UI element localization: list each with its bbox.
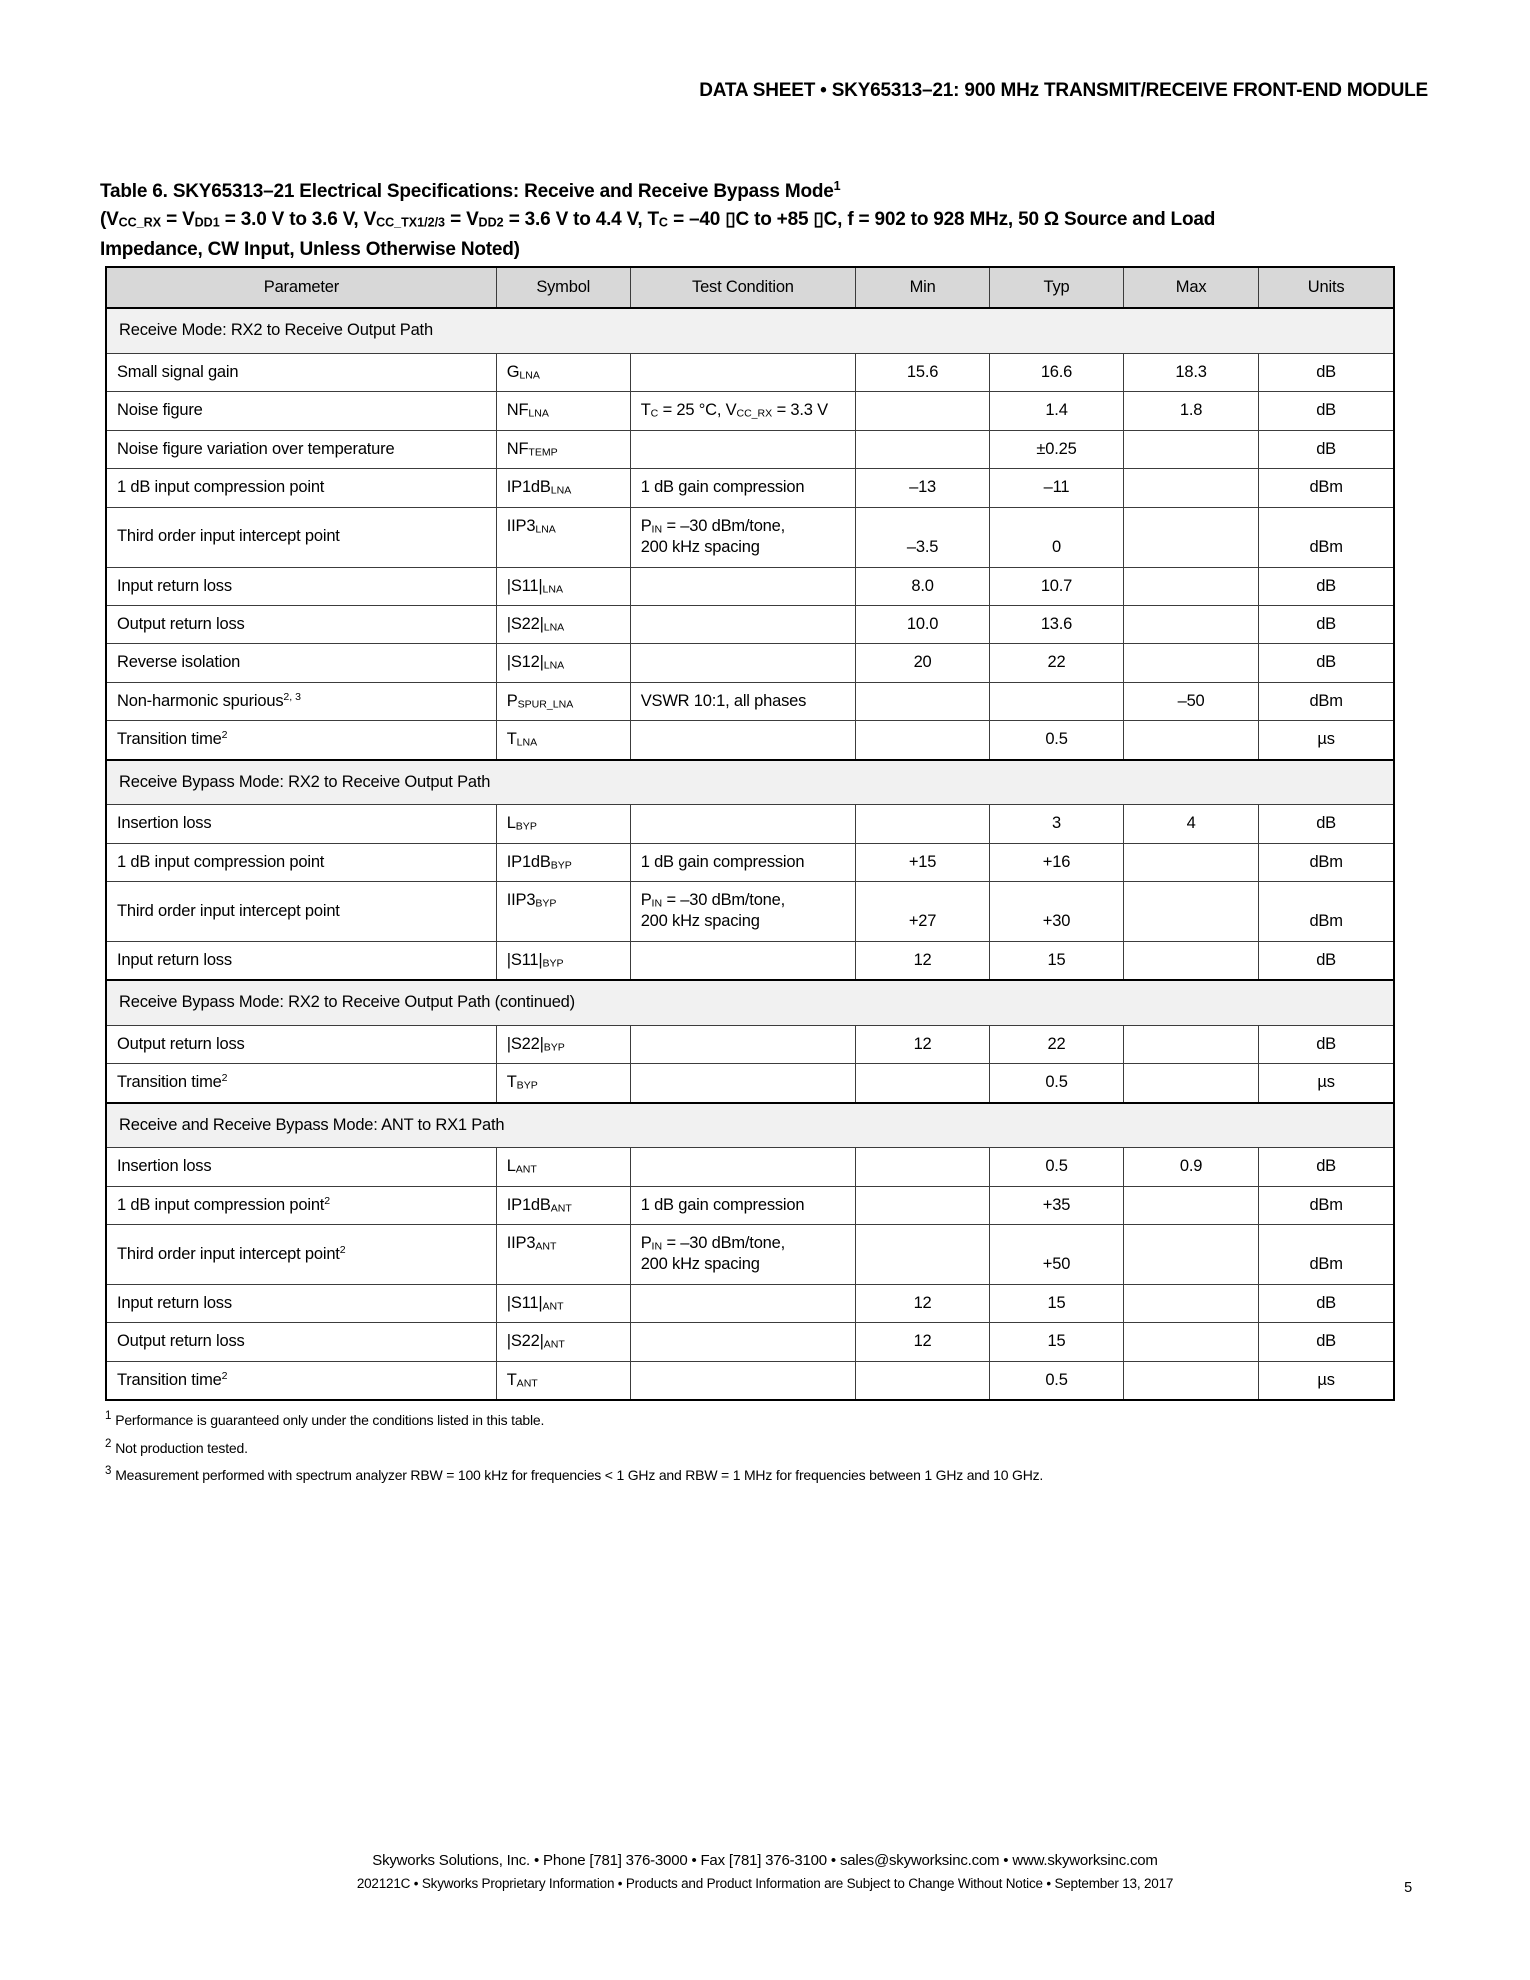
min-cell (856, 430, 990, 468)
typ-cell: 0.5 (990, 1361, 1124, 1400)
symbol-cell: $G_{LNA}$ (496, 353, 630, 391)
cond-cell (630, 1323, 855, 1361)
table-conditions: ($V_{CC\_RX} = V_{DD1} = 3.0$ V to 3.6 V, $V_{CC\_TX1/2/3} = V_{DD2} = 3.6$ V to 4.4 V, $T_C = -40$ ▯C to +85 ▯C, f = 902 to 928 MHz, 50 Ω Source and Load Impedance, CW Input, Unless Otherwise Noted) (100, 208, 1216, 261)
cond-cell: 1 dB gain compression (630, 1186, 855, 1224)
spec-table (105, 266, 1395, 1401)
max-cell (1123, 644, 1258, 682)
units-cell: dB (1259, 644, 1394, 682)
max-cell (1123, 941, 1258, 980)
units-cell: dB (1259, 353, 1394, 391)
footnote-marker: 2 (105, 1437, 112, 1450)
max-cell: 18.3 (1123, 353, 1258, 391)
units-cell: dB (1259, 1148, 1394, 1186)
min-cell (856, 1064, 990, 1103)
typ-cell: –11 (990, 469, 1124, 507)
max-cell (1123, 1323, 1258, 1361)
min-cell: 12 (856, 1284, 990, 1322)
table-row (106, 1323, 1394, 1361)
typ-cell: 3 (990, 805, 1124, 843)
max-cell (1123, 1224, 1258, 1284)
units-cell: dB (1259, 1284, 1394, 1322)
param-cell: Input return loss (106, 941, 496, 980)
param-cell: Transition time$^2$ (106, 1361, 496, 1400)
cond-cell (630, 353, 855, 391)
table-row (106, 721, 1394, 760)
max-cell: 0.9 (1123, 1148, 1258, 1186)
table-row (106, 1148, 1394, 1186)
param-cell: Input return loss (106, 567, 496, 605)
cond-cell: 1 dB gain compression (630, 469, 855, 507)
typ-cell: 10.7 (990, 567, 1124, 605)
units-cell: µs (1259, 1064, 1394, 1103)
max-cell (1123, 507, 1258, 567)
symbol-cell: $|S11|_{BYP}$ (496, 941, 630, 980)
page-header: DATA SHEET • SKY65313–21: 900 MHz TRANSMIT/RECEIVE FRONT-END MODULE (699, 80, 1428, 101)
typ-cell: 15 (990, 1284, 1124, 1322)
param-cell: Insertion loss (106, 805, 496, 843)
column-header: Min (856, 267, 990, 308)
min-cell: 20 (856, 644, 990, 682)
symbol-cell: $IP1dB_{BYP}$ (496, 843, 630, 881)
units-cell: dBm (1259, 882, 1394, 942)
table-row (106, 882, 1394, 942)
table-row (106, 1064, 1394, 1103)
min-cell (856, 805, 990, 843)
column-header: Test Condition (630, 267, 855, 308)
min-cell (856, 1224, 990, 1284)
min-cell (856, 392, 990, 430)
max-cell (1123, 882, 1258, 942)
table-row (106, 469, 1394, 507)
cond-cell (630, 1361, 855, 1400)
param-cell: Output return loss (106, 1025, 496, 1063)
param-cell: Third order input intercept point (106, 507, 496, 567)
max-cell (1123, 1064, 1258, 1103)
symbol-cell: $L_{ANT}$ (496, 1148, 630, 1186)
section-row (106, 308, 1394, 353)
table-row (106, 567, 1394, 605)
typ-cell (990, 682, 1124, 720)
symbol-cell: $|S11|_{LNA}$ (496, 567, 630, 605)
column-header: Typ (990, 267, 1124, 308)
cond-cell: $P_{IN} = -30$ dBm/tone, 200 kHz spacing (630, 1224, 855, 1284)
page-number: 5 (1404, 1880, 1412, 1896)
cond-cell: VSWR 10:1, all phases (630, 682, 855, 720)
table-row (106, 605, 1394, 643)
min-cell: +27 (856, 882, 990, 942)
symbol-cell: $T_{LNA}$ (496, 721, 630, 760)
max-cell (1123, 721, 1258, 760)
units-cell: dB (1259, 1323, 1394, 1361)
cond-cell (630, 1284, 855, 1322)
units-cell: dB (1259, 605, 1394, 643)
symbol-cell: $T_{BYP}$ (496, 1064, 630, 1103)
min-cell: 15.6 (856, 353, 990, 391)
param-cell: Insertion loss (106, 1148, 496, 1186)
table-area (105, 266, 1395, 1485)
units-cell: dBm (1259, 682, 1394, 720)
table-row (106, 1284, 1394, 1322)
column-header-row (106, 267, 1394, 308)
typ-cell: 16.6 (990, 353, 1124, 391)
table-row (106, 941, 1394, 980)
min-cell (856, 1361, 990, 1400)
min-cell: 10.0 (856, 605, 990, 643)
column-header: Parameter (106, 267, 496, 308)
units-cell: dB (1259, 567, 1394, 605)
cond-cell (630, 1148, 855, 1186)
param-cell: Noise figure (106, 392, 496, 430)
cond-cell (630, 941, 855, 980)
column-header: Units (1259, 267, 1394, 308)
param-cell: Output return loss (106, 605, 496, 643)
min-cell: 12 (856, 1025, 990, 1063)
symbol-cell: $|S22|_{LNA}$ (496, 605, 630, 643)
symbol-cell: $|S11|_{ANT}$ (496, 1284, 630, 1322)
symbol-cell: $NF_{LNA}$ (496, 392, 630, 430)
footnote-1 (105, 1409, 1395, 1430)
symbol-cell: $NF_{TEMP}$ (496, 430, 630, 468)
max-cell (1123, 1361, 1258, 1400)
typ-cell: +16 (990, 843, 1124, 881)
typ-cell: 0.5 (990, 1148, 1124, 1186)
table-row (106, 1025, 1394, 1063)
param-cell: Small signal gain (106, 353, 496, 391)
table-title-block (100, 172, 1435, 264)
param-cell: Third order input intercept point (106, 882, 496, 942)
table-row (106, 1224, 1394, 1284)
cond-cell (630, 721, 855, 760)
cond-cell (630, 1025, 855, 1063)
max-cell (1123, 1025, 1258, 1063)
footnote-2 (105, 1437, 1395, 1458)
cond-cell (630, 567, 855, 605)
symbol-cell: $|S22|_{BYP}$ (496, 1025, 630, 1063)
max-cell: 1.8 (1123, 392, 1258, 430)
table-row (106, 805, 1394, 843)
table-row (106, 644, 1394, 682)
units-cell: dBm (1259, 507, 1394, 567)
symbol-cell: $|S22|_{ANT}$ (496, 1323, 630, 1361)
cond-cell (630, 1064, 855, 1103)
max-cell (1123, 1284, 1258, 1322)
footnote-text: Performance is guaranteed only under the conditions listed in this table. (115, 1411, 545, 1428)
typ-cell: 15 (990, 941, 1124, 980)
min-cell: 12 (856, 1323, 990, 1361)
table-row (106, 353, 1394, 391)
max-cell (1123, 1186, 1258, 1224)
min-cell (856, 682, 990, 720)
table-row (106, 1186, 1394, 1224)
cond-cell: $P_{IN} = -30$ dBm/tone, 200 kHz spacing (630, 882, 855, 942)
max-cell (1123, 430, 1258, 468)
units-cell: dB (1259, 1025, 1394, 1063)
param-cell: Output return loss (106, 1323, 496, 1361)
cond-cell: $T_C = 25$ °C, $V_{CC\_RX} = 3.3$ V (630, 392, 855, 430)
footnote-marker: 3 (105, 1465, 112, 1478)
typ-cell: 0.5 (990, 1064, 1124, 1103)
min-cell: –13 (856, 469, 990, 507)
footnote-3 (105, 1464, 1395, 1485)
footnote-text: Not production tested. (115, 1439, 248, 1456)
param-cell: 1 dB input compression point$^2$ (106, 1186, 496, 1224)
min-cell (856, 1186, 990, 1224)
typ-cell: +30 (990, 882, 1124, 942)
footnotes (105, 1409, 1395, 1485)
symbol-cell: $IIP3_{LNA}$ (496, 507, 630, 567)
symbol-cell: $IIP3_{BYP}$ (496, 882, 630, 942)
table-row (106, 1361, 1394, 1400)
symbol-cell: $L_{BYP}$ (496, 805, 630, 843)
cond-cell (630, 605, 855, 643)
typ-cell: 13.6 (990, 605, 1124, 643)
param-cell: Non-harmonic spurious$^{2, 3}$ (106, 682, 496, 720)
units-cell: dBm (1259, 469, 1394, 507)
typ-cell: ±0.25 (990, 430, 1124, 468)
typ-cell: +50 (990, 1224, 1124, 1284)
min-cell: +15 (856, 843, 990, 881)
table-row (106, 507, 1394, 567)
cond-cell: 1 dB gain compression (630, 843, 855, 881)
symbol-cell: $IP1dB_{ANT}$ (496, 1186, 630, 1224)
units-cell: dBm (1259, 1186, 1394, 1224)
table-title: Table 6. SKY65313–21 Electrical Specifications: Receive and Receive Bypass Mode$^1$ (100, 179, 841, 202)
param-cell: Reverse isolation (106, 644, 496, 682)
cond-cell (630, 644, 855, 682)
typ-cell: 0.5 (990, 721, 1124, 760)
min-cell: –3.5 (856, 507, 990, 567)
units-cell: dB (1259, 941, 1394, 980)
section-row (106, 760, 1394, 805)
units-cell: dB (1259, 805, 1394, 843)
page-footer (0, 1852, 1530, 1891)
section-label: Receive Bypass Mode: RX2 to Receive Output Path (continued) (106, 980, 1394, 1025)
max-cell (1123, 469, 1258, 507)
min-cell: 12 (856, 941, 990, 980)
units-cell: dB (1259, 392, 1394, 430)
section-label: Receive Bypass Mode: RX2 to Receive Output Path (106, 760, 1394, 805)
param-cell: 1 dB input compression point (106, 843, 496, 881)
table-row (106, 430, 1394, 468)
typ-cell: +35 (990, 1186, 1124, 1224)
min-cell: 8.0 (856, 567, 990, 605)
max-cell (1123, 843, 1258, 881)
units-cell: dBm (1259, 843, 1394, 881)
param-cell: Noise figure variation over temperature (106, 430, 496, 468)
min-cell (856, 721, 990, 760)
typ-cell: 22 (990, 644, 1124, 682)
symbol-cell: $IP1dB_{LNA}$ (496, 469, 630, 507)
footnote-marker: 1 (105, 1410, 112, 1423)
footnote-text: Measurement performed with spectrum analyzer RBW = 100 kHz for frequencies < 1 GHz and RBW = 1 MHz for frequencies between 1 GHz and 10 GHz. (115, 1467, 1044, 1484)
symbol-cell: $T_{ANT}$ (496, 1361, 630, 1400)
footer-legal-line: 202121C • Skyworks Proprietary Information • Products and Product Information are Subject to Change Without Notice • September 13, 2017 (356, 1876, 1174, 1891)
table-row (106, 392, 1394, 430)
typ-cell: 22 (990, 1025, 1124, 1063)
units-cell: dBm (1259, 1224, 1394, 1284)
typ-cell: 0 (990, 507, 1124, 567)
typ-cell: 15 (990, 1323, 1124, 1361)
units-cell: µs (1259, 1361, 1394, 1400)
max-cell: –50 (1123, 682, 1258, 720)
table-row (106, 843, 1394, 881)
units-cell: µs (1259, 721, 1394, 760)
units-cell: dB (1259, 430, 1394, 468)
param-cell: Transition time$^2$ (106, 721, 496, 760)
section-row (106, 1103, 1394, 1148)
param-cell: Input return loss (106, 1284, 496, 1322)
param-cell: Transition time$^2$ (106, 1064, 496, 1103)
section-label: Receive Mode: RX2 to Receive Output Path (106, 308, 1394, 353)
column-header: Symbol (496, 267, 630, 308)
column-header: Max (1123, 267, 1258, 308)
max-cell: 4 (1123, 805, 1258, 843)
cond-cell (630, 430, 855, 468)
param-cell: 1 dB input compression point (106, 469, 496, 507)
symbol-cell: $|S12|_{LNA}$ (496, 644, 630, 682)
section-row (106, 980, 1394, 1025)
max-cell (1123, 567, 1258, 605)
cond-cell: $P_{IN} = -30$ dBm/tone, 200 kHz spacing (630, 507, 855, 567)
param-cell: Third order input intercept point$^2$ (106, 1224, 496, 1284)
max-cell (1123, 605, 1258, 643)
cond-cell (630, 805, 855, 843)
symbol-cell: $P_{SPUR\_LNA}$ (496, 682, 630, 720)
min-cell (856, 1148, 990, 1186)
section-label: Receive and Receive Bypass Mode: ANT to RX1 Path (106, 1103, 1394, 1148)
typ-cell: 1.4 (990, 392, 1124, 430)
footer-contact-line: Skyworks Solutions, Inc. • Phone [781] 376-3000 • Fax [781] 376-3100 • sales@skyworksinc.com • www.skyworksinc.com (372, 1852, 1158, 1869)
table-row (106, 682, 1394, 720)
symbol-cell: $IIP3_{ANT}$ (496, 1224, 630, 1284)
